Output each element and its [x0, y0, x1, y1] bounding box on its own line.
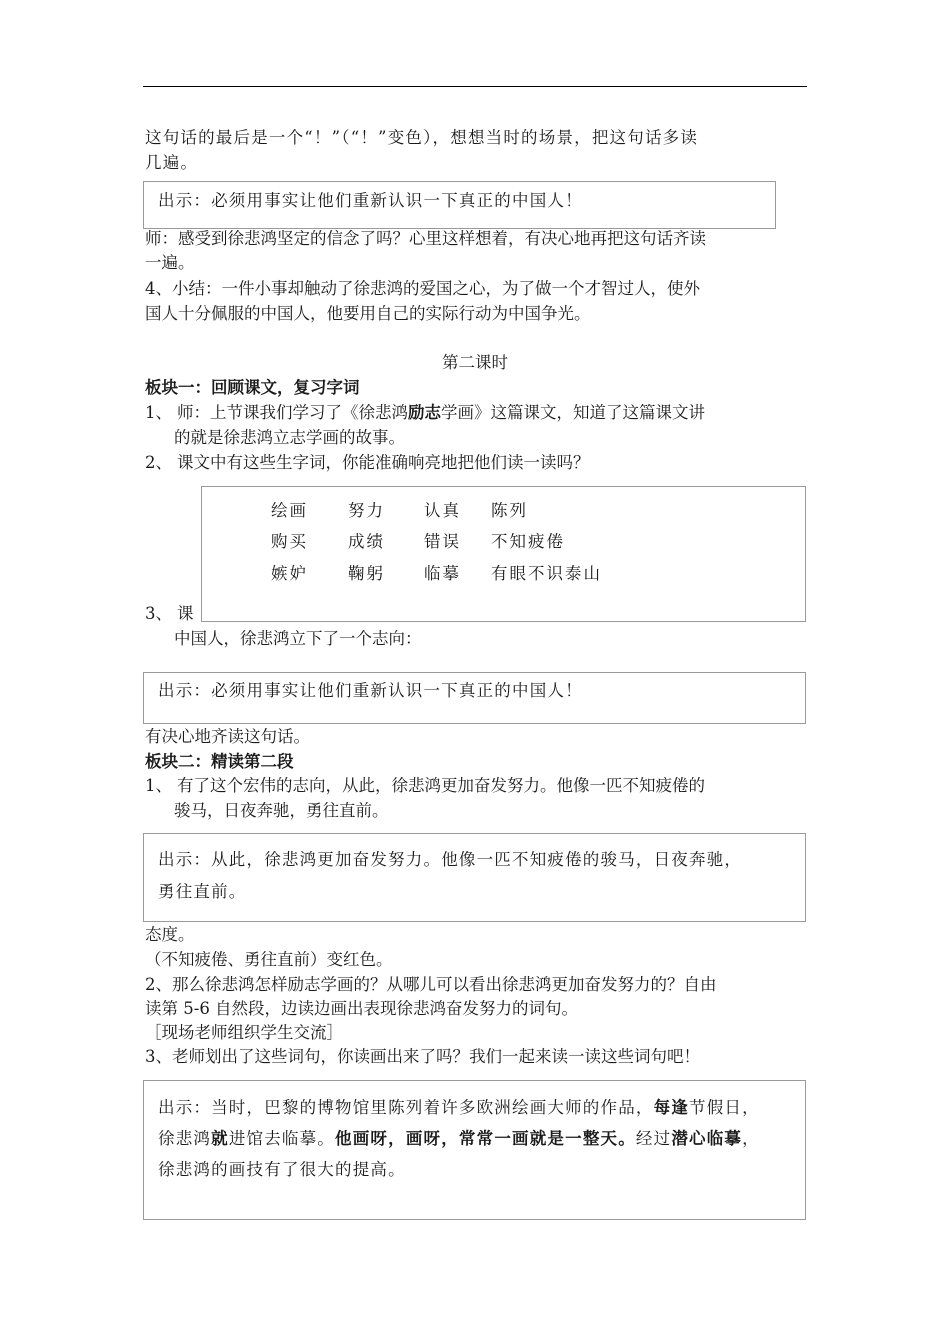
quote-text: 徐悲鸿的画技有了很大的提高。 — [158, 1160, 406, 1179]
paragraph-line: 2、那么徐悲鸿怎样励志学画的？从哪儿可以看出徐悲鸿更加奋发努力的？自由 — [145, 975, 717, 994]
list-number: 2、 — [145, 453, 172, 472]
list-item-line: 课 — [177, 604, 194, 623]
list-item-line: 师：上节课我们学习了《徐悲鸿励志学画》这篇课文，知道了这篇课文讲 — [177, 403, 705, 422]
word-cell: 嫉妒 — [271, 564, 308, 583]
section-heading: 板块二：精读第二段 — [145, 752, 294, 771]
section-heading: 板块一：回顾课文，复习字词 — [145, 378, 360, 397]
quote-text: 出示：必须用事实让他们重新认识一下真正的中国人！ — [158, 191, 583, 210]
word-cell: 鞠躬 — [348, 564, 385, 583]
paragraph-line: 读第 5-6 自然段，边读边画出表现徐悲鸿奋发努力的词句。 — [145, 999, 579, 1018]
paragraph-line: 态度。 — [145, 925, 195, 944]
quote-box — [143, 833, 806, 922]
paragraph-line: （不知疲倦、勇往直前）变红色。 — [145, 950, 393, 969]
paragraph-line: 4、小结：一件小事却触动了徐悲鸿的爱国之心，为了做一个才智过人，使外 — [145, 279, 700, 298]
paragraph-line: 几遍。 — [145, 153, 199, 172]
header-rule — [143, 86, 807, 87]
word-cell: 不知疲倦 — [491, 532, 565, 551]
paragraph-line: 3、老师划出了这些词句，你读画出来了吗？我们一起来读一读这些词句吧！ — [145, 1047, 700, 1066]
quote-text: 勇往直前。 — [158, 882, 247, 901]
word-cell: 成绩 — [348, 532, 385, 551]
quote-text: 出示：当时，巴黎的博物馆里陈列着许多欧洲绘画大师的作品，每逢节假日， — [158, 1098, 760, 1117]
word-cell: 绘画 — [271, 501, 308, 520]
quote-text: 出示：必须用事实让他们重新认识一下真正的中国人！ — [158, 681, 583, 700]
word-cell: 购买 — [271, 532, 308, 551]
list-item-line: 骏马，日夜奔驰，勇往直前。 — [174, 801, 389, 820]
paragraph-line: ［现场老师组织学生交流］ — [145, 1023, 343, 1042]
paragraph-line: 有决心地齐读这句话。 — [145, 727, 310, 746]
quote-text: 徐悲鸿就进馆去临摹。他画呀，画呀，常常一画就是一整天。经过潜心临摹， — [158, 1129, 760, 1148]
word-cell: 努力 — [348, 501, 385, 520]
list-number: 3、 — [145, 604, 172, 623]
word-cell: 陈列 — [491, 501, 528, 520]
word-cell: 有眼不识泰山 — [491, 564, 602, 583]
paragraph-line: 师：感受到徐悲鸿坚定的信念了吗？心里这样想着，有决心地再把这句话齐读 — [145, 229, 706, 248]
quote-text: 出示：从此，徐悲鸿更加奋发努力。他像一匹不知疲倦的骏马，日夜奔驰， — [158, 850, 743, 869]
list-number: 1、 — [145, 776, 172, 795]
list-item-line: 有了这个宏伟的志向，从此，徐悲鸿更加奋发努力。他像一匹不知疲倦的 — [177, 776, 705, 795]
list-item-line: 中国人，徐悲鸿立下了一个志向： — [174, 629, 422, 648]
paragraph-line: 国人十分佩服的中国人，他要用自己的实际行动为中国争光。 — [145, 304, 591, 323]
lesson-title: 第二课时 — [442, 353, 508, 372]
list-number: 1、 — [145, 403, 172, 422]
paragraph-line: 这句话的最后是一个“！”（“！”变色），想想当时的场景，把这句话多读 — [145, 128, 699, 147]
list-item-line: 课文中有这些生字词，你能准确响亮地把他们读一读吗？ — [177, 453, 590, 472]
word-cell: 错误 — [424, 532, 461, 551]
paragraph-line: 一遍。 — [145, 253, 195, 272]
word-cell: 认真 — [424, 501, 461, 520]
word-cell: 临摹 — [424, 564, 461, 583]
list-item-line: 的就是徐悲鸿立志学画的故事。 — [174, 428, 405, 447]
